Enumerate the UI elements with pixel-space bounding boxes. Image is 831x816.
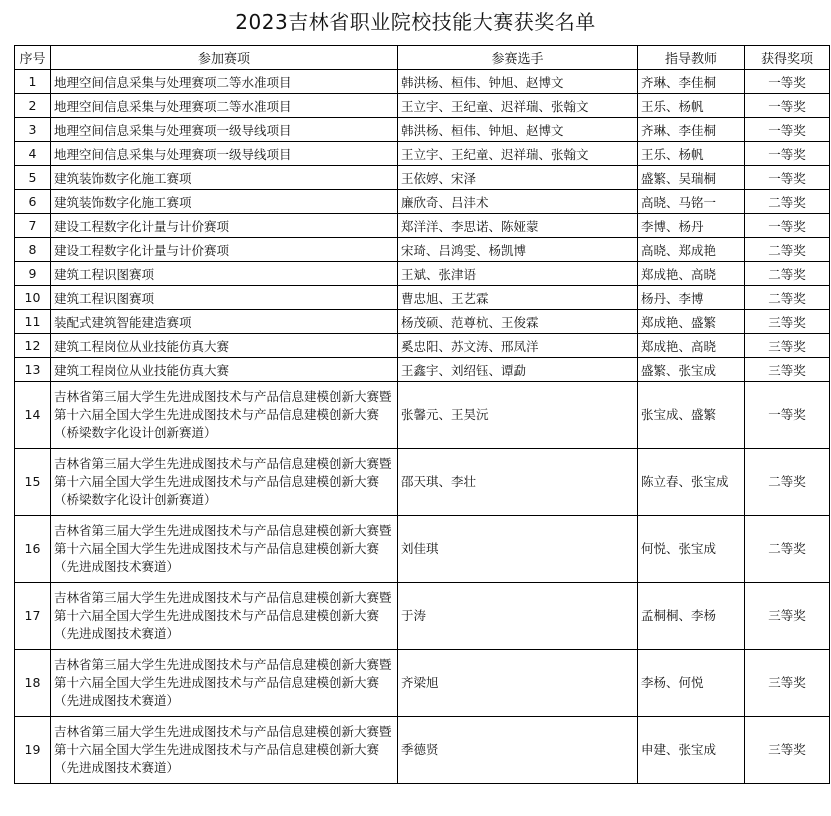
table-row — [15, 286, 830, 310]
row-award: 二等奖 — [745, 286, 830, 310]
header-coach: 指导教师 — [638, 46, 745, 70]
row-coach: 郑成艳、高晓 — [638, 262, 745, 286]
row-event: 地理空间信息采集与处理赛项二等水准项目 — [51, 70, 398, 94]
table-row — [15, 262, 830, 286]
table-row — [15, 94, 830, 118]
table-row — [15, 190, 830, 214]
row-event: 建筑装饰数字化施工赛项 — [51, 190, 398, 214]
row-no: 10 — [15, 286, 51, 310]
row-event: 地理空间信息采集与处理赛项一级导线项目 — [51, 142, 398, 166]
table-row — [15, 214, 830, 238]
row-coach: 盛繁、张宝成 — [638, 358, 745, 382]
row-event: 建筑工程岗位从业技能仿真大赛 — [51, 334, 398, 358]
page-title: 2023吉林省职业院校技能大赛获奖名单 — [235, 10, 596, 34]
header-row — [15, 46, 830, 70]
row-event: 吉林省第三届大学生先进成图技术与产品信息建模创新大赛暨第十六届全国大学生先进成图技术与产品信息建模创新大赛（先进成图技术赛道） — [51, 516, 398, 583]
row-award: 一等奖 — [745, 142, 830, 166]
row-no: 6 — [15, 190, 51, 214]
row-team: 刘佳琪 — [398, 516, 638, 583]
row-event: 建筑工程岗位从业技能仿真大赛 — [51, 358, 398, 382]
row-award: 一等奖 — [745, 166, 830, 190]
row-team: 宋琦、吕鸿雯、杨凯博 — [398, 238, 638, 262]
row-team: 季德贤 — [398, 717, 638, 784]
table-row — [15, 70, 830, 94]
table-row — [15, 118, 830, 142]
row-award: 一等奖 — [745, 94, 830, 118]
row-team: 王鑫宇、刘绍钰、谭勐 — [398, 358, 638, 382]
row-no: 12 — [15, 334, 51, 358]
table-row — [15, 382, 830, 449]
row-team: 杨茂硕、范尊杭、王俊霖 — [398, 310, 638, 334]
row-award: 三等奖 — [745, 650, 830, 717]
row-event: 地理空间信息采集与处理赛项二等水准项目 — [51, 94, 398, 118]
row-team: 郑洋洋、李思诺、陈娅蒙 — [398, 214, 638, 238]
row-award: 二等奖 — [745, 190, 830, 214]
table-row — [15, 310, 830, 334]
row-no: 13 — [15, 358, 51, 382]
row-no: 2 — [15, 94, 51, 118]
row-coach: 陈立春、张宝成 — [638, 449, 745, 516]
row-event: 吉林省第三届大学生先进成图技术与产品信息建模创新大赛暨第十六届全国大学生先进成图技术与产品信息建模创新大赛（桥梁数字化设计创新赛道） — [51, 382, 398, 449]
row-coach: 杨丹、李博 — [638, 286, 745, 310]
row-award: 三等奖 — [745, 583, 830, 650]
row-no: 8 — [15, 238, 51, 262]
row-coach: 张宝成、盛繁 — [638, 382, 745, 449]
row-award: 一等奖 — [745, 214, 830, 238]
row-event: 吉林省第三届大学生先进成图技术与产品信息建模创新大赛暨第十六届全国大学生先进成图技术与产品信息建模创新大赛（先进成图技术赛道） — [51, 650, 398, 717]
table-row — [15, 238, 830, 262]
row-no: 1 — [15, 70, 51, 94]
row-coach: 王乐、杨帆 — [638, 142, 745, 166]
header-event: 参加赛项 — [51, 46, 398, 70]
table-row — [15, 516, 830, 583]
row-no: 7 — [15, 214, 51, 238]
row-coach: 郑成艳、盛繁 — [638, 310, 745, 334]
row-no: 17 — [15, 583, 51, 650]
row-team: 奚忠阳、苏文涛、邢凤洋 — [398, 334, 638, 358]
row-team: 齐梁旭 — [398, 650, 638, 717]
row-award: 三等奖 — [745, 717, 830, 784]
row-coach: 李博、杨丹 — [638, 214, 745, 238]
row-team: 王依婷、宋泽 — [398, 166, 638, 190]
row-event: 建设工程数字化计量与计价赛项 — [51, 214, 398, 238]
row-event: 建设工程数字化计量与计价赛项 — [51, 238, 398, 262]
row-no: 15 — [15, 449, 51, 516]
row-team: 韩洪杨、桓伟、钟旭、赵博文 — [398, 70, 638, 94]
row-no: 9 — [15, 262, 51, 286]
award-table-body — [15, 70, 830, 784]
row-event: 建筑工程识图赛项 — [51, 262, 398, 286]
row-award: 一等奖 — [745, 382, 830, 449]
row-team: 于涛 — [398, 583, 638, 650]
row-team: 王立宇、王纪童、迟祥瑞、张翰文 — [398, 142, 638, 166]
table-row — [15, 166, 830, 190]
row-event: 建筑装饰数字化施工赛项 — [51, 166, 398, 190]
row-coach: 齐琳、李佳桐 — [638, 70, 745, 94]
row-event: 建筑工程识图赛项 — [51, 286, 398, 310]
row-team: 邵天琪、李壮 — [398, 449, 638, 516]
row-no: 16 — [15, 516, 51, 583]
row-award: 三等奖 — [745, 334, 830, 358]
row-team: 张馨元、王昊沅 — [398, 382, 638, 449]
row-no: 14 — [15, 382, 51, 449]
row-award: 一等奖 — [745, 70, 830, 94]
row-coach: 孟桐桐、李杨 — [638, 583, 745, 650]
row-award: 二等奖 — [745, 449, 830, 516]
row-award: 二等奖 — [745, 238, 830, 262]
row-award: 三等奖 — [745, 310, 830, 334]
row-award: 二等奖 — [745, 516, 830, 583]
row-no: 4 — [15, 142, 51, 166]
row-coach: 盛繁、吴瑞桐 — [638, 166, 745, 190]
row-event: 装配式建筑智能建造赛项 — [51, 310, 398, 334]
header-no: 序号 — [15, 46, 51, 70]
row-event: 吉林省第三届大学生先进成图技术与产品信息建模创新大赛暨第十六届全国大学生先进成图技术与产品信息建模创新大赛（先进成图技术赛道） — [51, 717, 398, 784]
table-row — [15, 142, 830, 166]
row-award: 三等奖 — [745, 358, 830, 382]
table-row — [15, 449, 830, 516]
table-row — [15, 334, 830, 358]
row-team: 王斌、张津语 — [398, 262, 638, 286]
row-no: 5 — [15, 166, 51, 190]
row-coach: 高晓、马铭一 — [638, 190, 745, 214]
row-no: 19 — [15, 717, 51, 784]
row-coach: 王乐、杨帆 — [638, 94, 745, 118]
row-award: 一等奖 — [745, 118, 830, 142]
award-table-header — [15, 46, 830, 70]
row-coach: 齐琳、李佳桐 — [638, 118, 745, 142]
table-row — [15, 717, 830, 784]
table-row — [15, 358, 830, 382]
row-team: 韩洪杨、桓伟、钟旭、赵博文 — [398, 118, 638, 142]
row-coach: 何悦、张宝成 — [638, 516, 745, 583]
table-row — [15, 650, 830, 717]
row-coach: 李杨、何悦 — [638, 650, 745, 717]
award-table — [14, 45, 830, 784]
row-event: 地理空间信息采集与处理赛项一级导线项目 — [51, 118, 398, 142]
row-team: 王立宇、王纪童、迟祥瑞、张翰文 — [398, 94, 638, 118]
row-no: 11 — [15, 310, 51, 334]
row-team: 廉欣奇、吕沣术 — [398, 190, 638, 214]
row-award: 二等奖 — [745, 262, 830, 286]
row-event: 吉林省第三届大学生先进成图技术与产品信息建模创新大赛暨第十六届全国大学生先进成图技术与产品信息建模创新大赛（桥梁数字化设计创新赛道） — [51, 449, 398, 516]
row-coach: 申建、张宝成 — [638, 717, 745, 784]
table-row — [15, 583, 830, 650]
header-team: 参赛选手 — [398, 46, 638, 70]
row-no: 3 — [15, 118, 51, 142]
row-team: 曹忠旭、王艺霖 — [398, 286, 638, 310]
row-no: 18 — [15, 650, 51, 717]
row-coach: 高晓、郑成艳 — [638, 238, 745, 262]
row-coach: 郑成艳、高晓 — [638, 334, 745, 358]
header-award: 获得奖项 — [745, 46, 830, 70]
row-event: 吉林省第三届大学生先进成图技术与产品信息建模创新大赛暨第十六届全国大学生先进成图技术与产品信息建模创新大赛（先进成图技术赛道） — [51, 583, 398, 650]
